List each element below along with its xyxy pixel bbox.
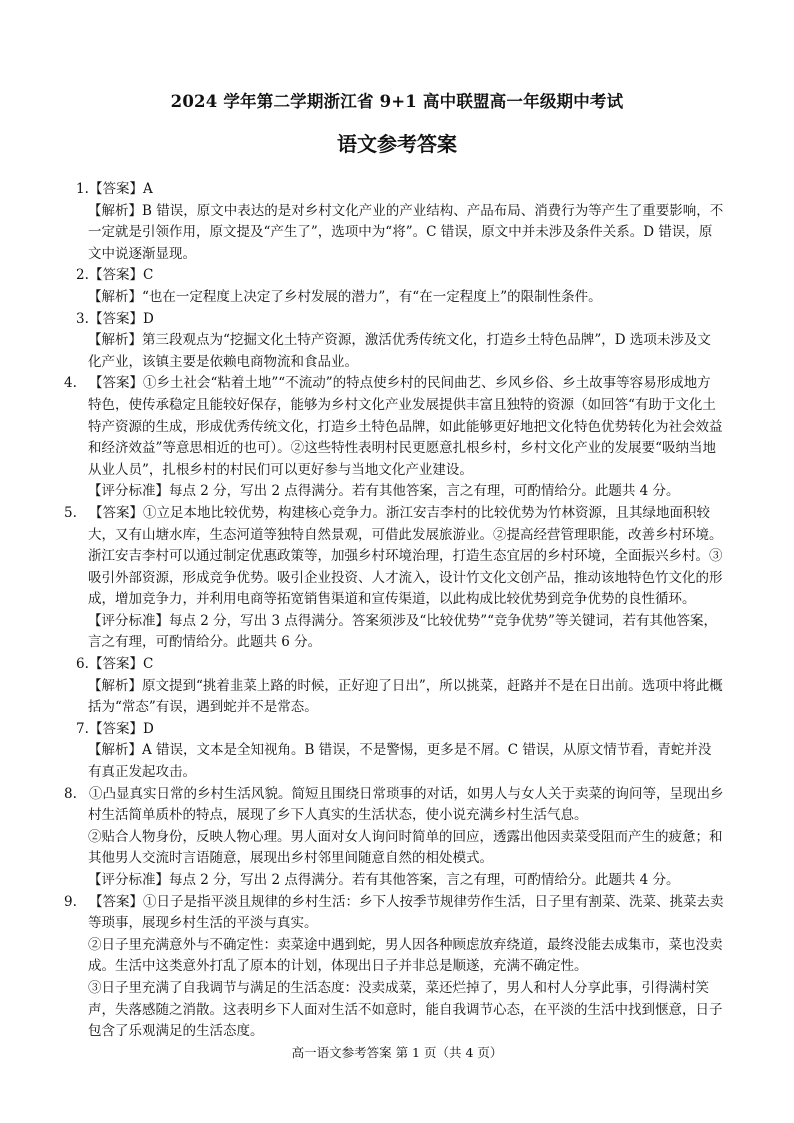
analysis-text: 【解析】A 错误，文本是全知视角。B 错误，不是警惕，更多是不屑。C 错误，从原文情节看，青蛇并没有真正发起攻击。	[88, 742, 712, 781]
scoring-text: 【评分标准】每点 2 分，写出 2 点得满分。若有其他答案，言之有理，可酌情给分。此题共 4 分。	[88, 872, 680, 888]
question-number: 4.	[64, 375, 77, 392]
answer-text: 【答案】①立足本地比较优势，构建核心竞争力。浙江安吉李村的比较优势为竹林资源，且其绿地面积较大，又有山塘水库，生态河道等独特自然景观，可借此发展旅游业。②提高经营管理职能，改善乡村环境。浙江安吉李村可以通过制定优惠政策等，加强乡村环境治理，打造生态宜居的乡村环境，全面振兴乡村。③吸引外部资源，形成竞争优势。吸引企业投资、人才流入，设计竹文化文创产品，推动该地特色竹文化的形成，增加竞争力，并利用电商等拓宽销售渠道和宣传渠道，以此构成比较优势到竞争优势的良性循环。	[88, 504, 723, 608]
question-number: 9.	[64, 893, 77, 910]
answer-point-2: ②日子里充满意外与不确定性：卖菜途中遇到蛇，男人因各种顾虑放弃绕道，最终没能去成集市，菜也没卖成。生活中这类意外打乱了原本的计划，体现出日子并非总是顺遂，充满不确定性。	[88, 936, 723, 975]
answer-point-2: ②贴合人物身份，反映人物心理。男人面对女人询问时简单的回应，透露出他因卖菜受阻而产生的疲惫；和其他男人交流时言语随意，展现出乡村邻里间随意自然的相处模式。	[88, 828, 723, 867]
answer-text: 【答案】D	[89, 310, 154, 327]
answer-item-9	[64, 892, 724, 1043]
answer-text: 【答案】A	[89, 181, 153, 197]
question-number: 5.	[64, 504, 77, 521]
analysis-text: 【解析】第三段观点为“挖掘文化土特产资源，激活优秀传统文化，打造乡土特色品牌”，D 选项未涉及文化产业，该镇主要是依赖电商物流和食品业。	[88, 332, 711, 370]
answer-item-7	[76, 719, 724, 784]
question-number: 3.	[76, 310, 89, 327]
answer-item-1	[76, 179, 724, 265]
answer-item-5	[64, 503, 724, 654]
answer-text: 【答案】①乡土社会“粘着土地”“不流动”的特点使乡村的民间曲艺、乡风乡俗、乡土故事等容易形成地方特色，使传承稳定且能较好保存，能够为乡村文化产业发展提供丰富且独特的资源（如回答“有助于文化土特产资源的生成，形成优秀传统文化，打造乡土特色品牌，如此能够更好地把文化特色优势转化为社会效益和经济效益”等意思相近的也可）。②这些特性表明村民更愿意扎根乡村，乡村文化产业的发展要“吸纳当地从业人员”，扎根乡村的村民们可以更好参与当地文化产业建设。	[88, 375, 723, 478]
question-number: 7.	[76, 720, 89, 737]
question-number: 8.	[64, 785, 77, 802]
scoring-text: 【评分标准】每点 2 分，写出 3 点得满分。答案须涉及“比较优势”“竞争优势”等关键词，若有其他答案，言之有理，可酌情给分。此题共 6 分。	[88, 612, 717, 651]
answer-item-4	[64, 373, 724, 503]
analysis-text: 【解析】“也在一定程度上决定了乡村发展的潜力”，有“在一定程度上”的限制性条件。	[88, 288, 602, 305]
question-number: 6.	[76, 656, 89, 673]
analysis-text: 【解析】B 错误，原文中表达的是对乡村文化产业的产业结构、产品布局、消费行为等产生了重要影响，不一定就是引领作用，原文提及“产生了”，选项中为“将”。C 错误，原文中并未涉及条件关系。D 错误，原文中说逐渐显现。	[88, 202, 724, 262]
question-number: 1.	[76, 181, 89, 197]
exam-title: 2024 学年第二学期浙江省 9+1 高中联盟高一年级期中考试	[170, 92, 624, 111]
scoring-text: 【评分标准】每点 2 分，写出 2 点得满分。若有其他答案，言之有理，可酌情给分。此题共 4 分。	[88, 483, 680, 500]
page-subtitle: 语文参考答案	[337, 132, 457, 156]
answer-item-8	[64, 784, 724, 892]
answer-list	[64, 179, 724, 1043]
answer-text: 【答案】C	[89, 267, 154, 284]
answer-item-2	[76, 265, 724, 308]
page-footer: 高一语文参考答案 第 1 页（共 4 页）	[291, 1045, 503, 1060]
analysis-text: 【解析】原文提到“挑着韭菜上路的时候，正好迎了日出”，所以挑菜，赶路并不是在日出前。选项中将此概括为“常态”有误，遇到蛇并不是常态。	[88, 677, 723, 716]
answer-point-1: 【答案】①日子是指平淡且规律的乡村生活：乡下人按季节规律劳作生活，日子里有割菜、洗菜、挑菜去卖等琐事，展现乡村生活的平淡与真实。	[88, 893, 724, 932]
answer-text: 【答案】D	[89, 720, 154, 737]
answer-item-6	[76, 654, 724, 719]
answer-point-3: ③日子里充满了自我调节与满足的生活态度：没卖成菜，菜还烂掉了，男人和村人分享此事，引得满村笑声，失落感随之消散。这表明乡下人面对生活不如意时，能自我调节心态，在平淡的生活中找到惬意，日子包含了乐观满足的生活态度。	[88, 979, 723, 1040]
answer-item-3	[76, 309, 724, 374]
question-number: 2.	[76, 267, 89, 284]
answer-text: 【答案】C	[89, 656, 154, 673]
answer-point-1: ①凸显真实日常的乡村生活风貌。简短且围绕日常琐事的对话，如男人与女人关于卖菜的询问等，呈现出乡村生活简单质朴的特点，展现了乡下人真实的生活状态，使小说充满乡村生活气息。	[88, 785, 724, 824]
